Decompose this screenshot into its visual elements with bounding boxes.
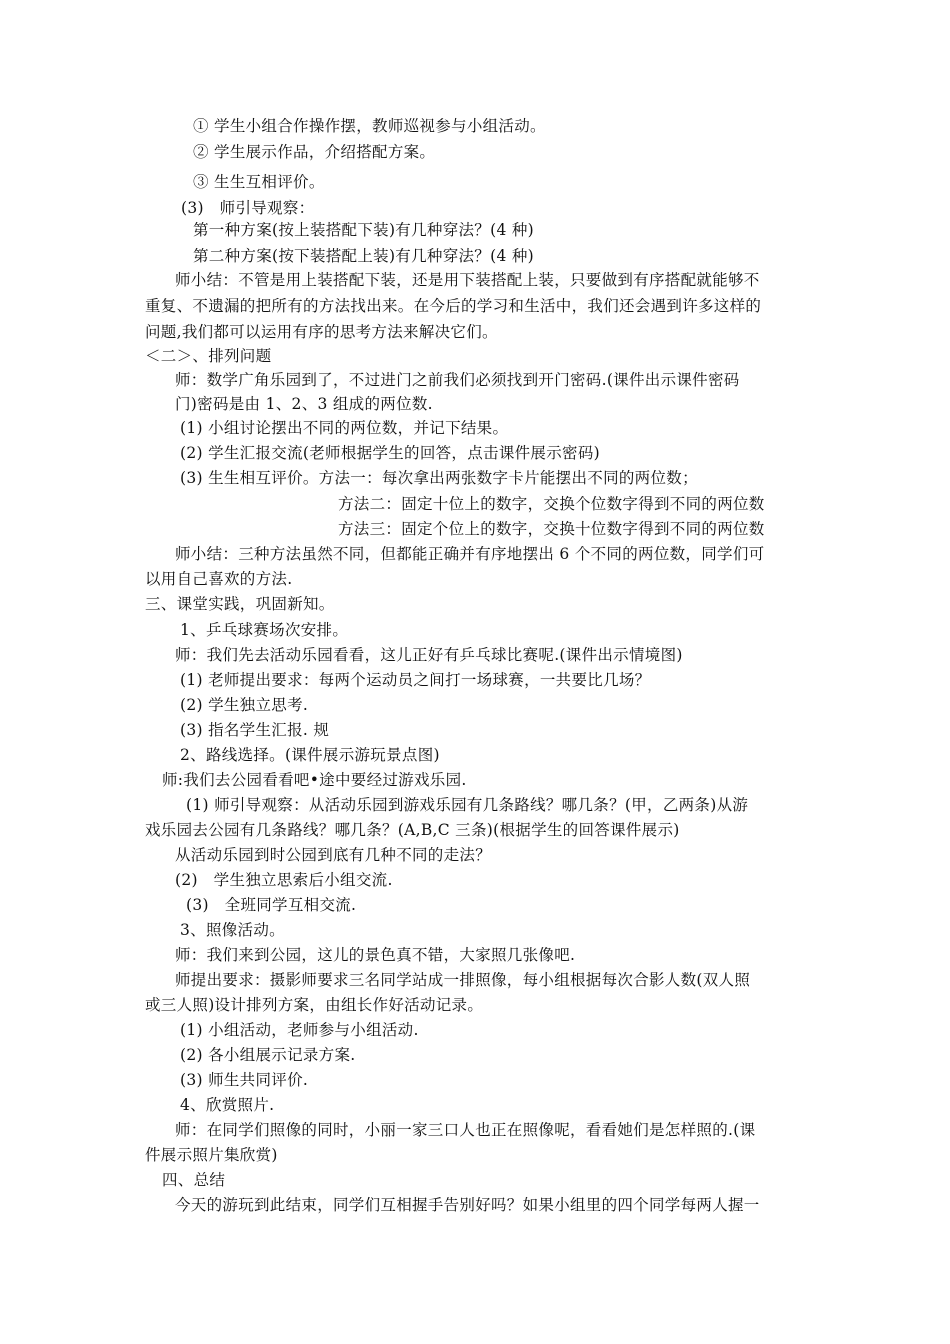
text-line: 师：数学广角乐园到了，不过进门之前我们必须找到开门密码.(课件出示课件密码: [175, 371, 740, 389]
text-line: ② 学生展示作品，介绍搭配方案。: [193, 143, 436, 161]
text-line: 师：在同学们照像的同时，小丽一家三口人也正在照像呢，看看她们是怎样照的.(课: [175, 1121, 756, 1139]
section-heading: 四、总结: [162, 1171, 226, 1189]
text-line: (3) 全班同学互相交流.: [186, 896, 357, 914]
text-line: 戏乐园去公园有几条路线？哪几条？(A,B,C 三条)(根据学生的回答课件展示): [145, 821, 680, 839]
text-line: 重复、不遗漏的把所有的方法找出来。在今后的学习和生活中，我们还会遇到许多这样的: [145, 297, 762, 315]
text-line: (1) 师引导观察：从活动乐园到游戏乐园有几条路线？哪几条？(甲，乙两条)从游: [186, 796, 749, 814]
text-line: 第二种方案(按下装搭配上装)有几种穿法？(4 种): [193, 247, 534, 265]
text-line: (3) 师引导观察：: [181, 199, 315, 217]
text-line: 师提出要求：摄影师要求三名同学站成一排照像，每小组根据每次合影人数(双人照: [175, 971, 751, 989]
subsection-heading: 2、路线选择。(课件展示游玩景点图): [180, 746, 440, 764]
section-heading: 三、课堂实践，巩固新知。: [145, 595, 335, 613]
text-line: 方法二：固定十位上的数字，交换个位数字得到不同的两位数: [338, 495, 765, 513]
text-line: (1) 老师提出要求：每两个运动员之间打一场球赛，一共要比几场？: [180, 671, 651, 689]
text-line: (2) 各小组展示记录方案.: [180, 1046, 356, 1064]
section-heading: ＜二＞、排列问题: [145, 347, 272, 365]
text-line: ① 学生小组合作操作摆，教师巡视参与小组活动。: [193, 117, 546, 135]
text-line: (2) 学生汇报交流(老师根据学生的回答，点击课件展示密码): [180, 444, 600, 462]
text-line: (2) 学生独立思考.: [180, 696, 309, 714]
text-line: 件展示照片集欣赏): [145, 1146, 278, 1164]
text-line: 第一种方案(按上装搭配下装)有几种穿法？(4 种): [193, 221, 534, 239]
text-line: (3) 生生相互评价。方法一：每次拿出两张数字卡片能摆出不同的两位数；: [180, 469, 698, 487]
text-line: 从活动乐园到时公园到底有几种不同的走法？: [175, 846, 492, 864]
text-line: 师:我们去公园看看吧•途中要经过游戏乐园.: [162, 771, 467, 789]
text-line: (3) 指名学生汇报. 规: [180, 721, 330, 739]
text-line: ③ 生生互相评价。: [193, 173, 325, 191]
text-line: (2) 学生独立思索后小组交流.: [175, 871, 393, 889]
text-line: 门)密码是由 1、2、3 组成的两位数.: [175, 395, 433, 413]
subsection-heading: 4、欣赏照片.: [180, 1096, 275, 1114]
text-line: 以用自己喜欢的方法.: [145, 570, 293, 588]
text-line: 师小结：三种方法虽然不同，但都能正确并有序地摆出 6 个不同的两位数，同学们可: [175, 545, 765, 563]
text-line: 师：我们来到公园，这儿的景色真不错，大家照几张像吧.: [175, 946, 576, 964]
text-line: 师小结：不管是用上装搭配下装，还是用下装搭配上装，只要做到有序搭配就能够不: [175, 271, 760, 289]
text-line: 今天的游玩到此结束，同学们互相握手告别好吗？如果小组里的四个同学每两人握一: [175, 1196, 760, 1214]
subsection-heading: 1、乒乓球赛场次安排。: [180, 621, 349, 639]
text-line: (1) 小组讨论摆出不同的两位数，并记下结果。: [180, 419, 509, 437]
text-line: (1) 小组活动，老师参与小组活动.: [180, 1021, 419, 1039]
text-line: 方法三：固定个位上的数字，交换十位数字得到不同的两位数: [338, 520, 765, 538]
text-line: (3) 师生共同评价.: [180, 1071, 309, 1089]
text-line: 或三人照)设计排列方案，由组长作好活动记录。: [145, 996, 484, 1014]
subsection-heading: 3、照像活动。: [180, 921, 285, 939]
text-line: 问题,我们都可以运用有序的思考方法来解决它们。: [145, 323, 498, 341]
text-line: 师：我们先去活动乐园看看，这儿正好有乒乓球比赛呢.(课件出示情境图): [175, 646, 683, 664]
